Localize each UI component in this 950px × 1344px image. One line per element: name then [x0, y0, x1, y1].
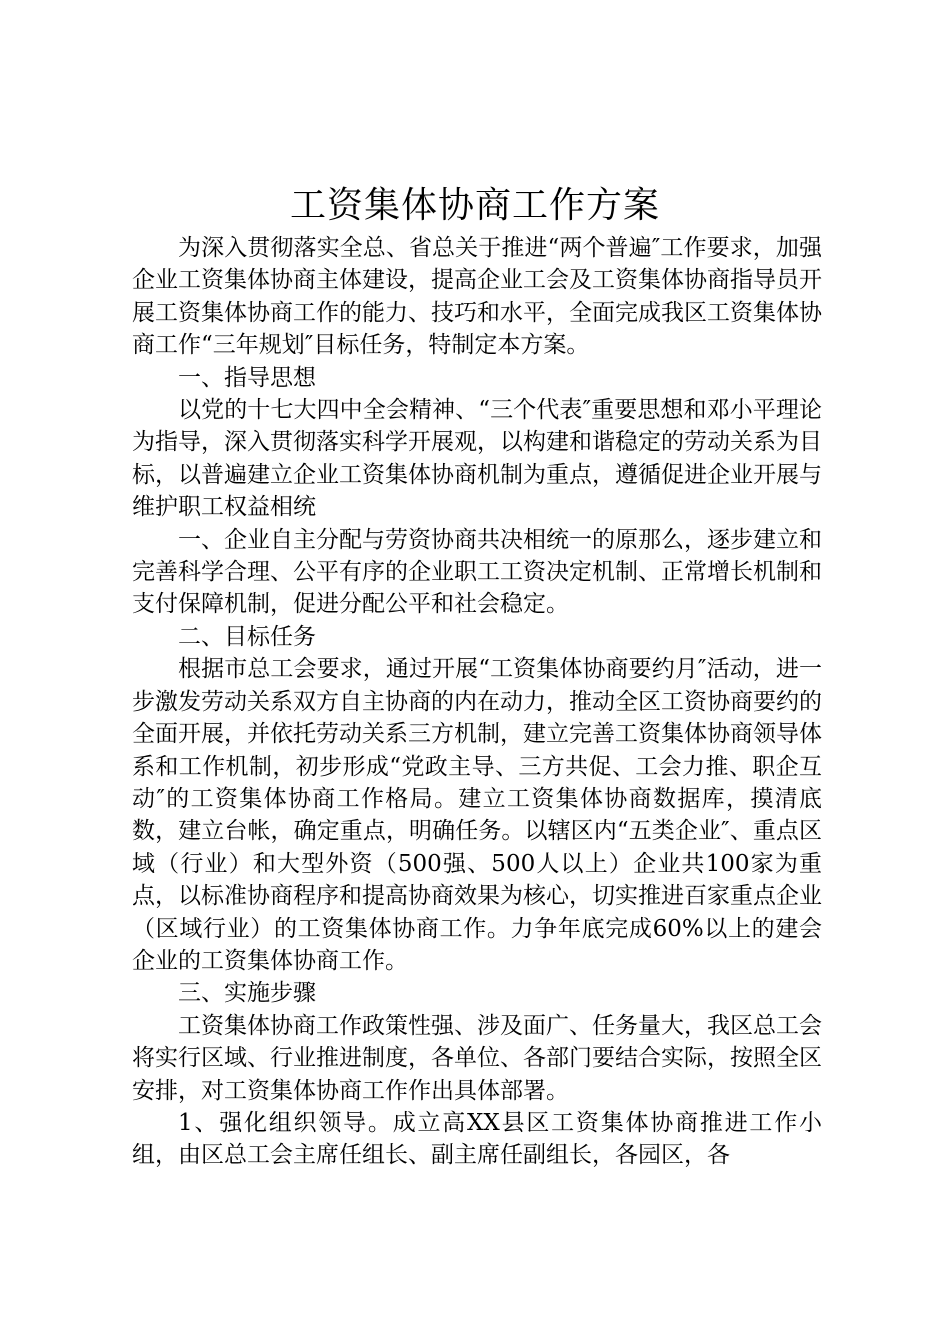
- paragraph-intro: 为深入贯彻落实全总、省总关于推进“两个普遍″工作要求，加强企业工资集体协商主体建设，提高企业工会及工资集体协商指导员开展工资集体协商工作的能力、技巧和水平，全面完成我区工资集体协商工作“三年规划″目标任务，特制定本方案。: [132, 235, 822, 359]
- paragraph-step-1: 1、强化组织领导。成立高XX县区工资集体协商推进工作小组，由区总工会主席任组长、副主席任副组长，各园区，各: [132, 1109, 822, 1169]
- paragraph-principles: 一、企业自主分配与劳资协商共决相统一的原那么，逐步建立和完善科学合理、公平有序的企业职工工资决定机制、正常增长机制和支付保障机制，促进分配公平和社会稳定。: [132, 526, 822, 618]
- paragraph-guiding-ideology: 以党的十七大四中全会精神、“三个代表″重要思想和邓小平理论为指导，深入贯彻落实科学开展观，以构建和谐稳定的劳动关系为目标，以普遍建立企业工资集体协商机制为重点，遵循促进企业开展与维护职工权益相统: [132, 397, 822, 521]
- section-heading-goals: 二、目标任务: [178, 623, 316, 650]
- paragraph-steps: 工资集体协商工作政策性强、涉及面广、任务量大，我区总工会将实行区域、行业推进制度，各单位、各部门要结合实际，按照全区安排，对工资集体协商工作作出具体部署。: [132, 1012, 822, 1104]
- document-body: [132, 232, 822, 1172]
- section-heading-guiding-ideology: 一、指导思想: [178, 364, 316, 391]
- section-heading-steps: 三、实施步骤: [178, 980, 316, 1007]
- paragraph-goals: 根据市总工会要求，通过开展“工资集体协商要约月″活动，进一步激发劳动关系双方自主协商的内在动力，推动全区工资协商要约的全面开展，并依托劳动关系三方机制，建立完善工资集体协商领导体系和工作机制，初步形成“党政主导、三方共促、工会力推、职企互动″的工资集体协商工作格局。建立工资集体协商数据库，摸清底数，建立台帐，确定重点，明确任务。以辖区内“五类企业″、重点区域（行业）和大型外资（500强、500人以上）企业共100家为重点，以标准协商程序和提高协商效果为核心，切实推进百家重点企业（区域行业）的工资集体协商工作。力争年底完成60%以上的建会企业的工资集体协商工作。: [132, 656, 822, 974]
- document-title: 工资集体协商工作方案: [289, 185, 660, 226]
